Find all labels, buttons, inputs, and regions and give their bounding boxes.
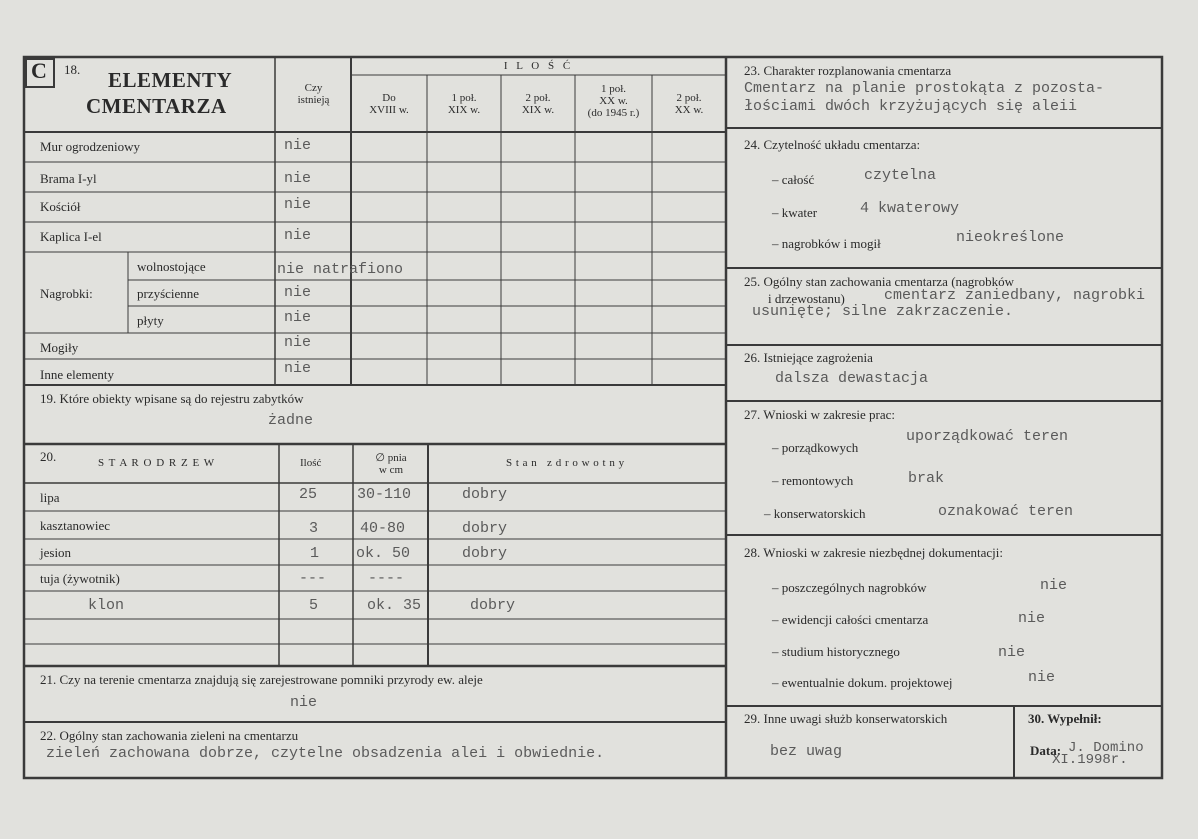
sec21-label: 21. Czy na terenie cmentarza znajdują się zarejestrowane pomniki przyrody ew. aleje: [40, 672, 483, 687]
sec28-item-1-label: – ewidencji całości cmentarza: [772, 612, 929, 627]
sec28-item-0-value: nie: [1040, 577, 1068, 594]
czy-istnieja-header: [276, 82, 351, 106]
sec30-label: 30. Wypełnił:: [1028, 711, 1102, 726]
row-label-brama: Brama I-yl: [40, 171, 97, 186]
sec29-label: 29. Inne uwagi służb konserwatorskich: [744, 711, 948, 726]
sec21-value: nie: [290, 694, 318, 711]
sec24-item-1-value: 4 kwaterowy: [860, 200, 960, 217]
sec30-name: J. Domino: [1068, 740, 1144, 756]
tree-count-4: 5: [309, 597, 319, 614]
sec25-value1: cmentarz zaniedbany, nagrobki: [884, 287, 1146, 304]
tree-diam-1: 40-80: [360, 520, 406, 537]
period-3-l1: 1 poł.: [600, 83, 627, 95]
sec28-label: 28. Wnioski w zakresie niezbędnej dokumentacji:: [744, 545, 1003, 560]
tree-count-0: 25: [299, 486, 318, 503]
sec20-header-diam-l1: ∅ pnia: [375, 452, 407, 464]
sec27-item-0-label: – porządkowych: [772, 440, 859, 455]
tree-state-2: dobry: [462, 545, 508, 562]
sec26-value: dalsza dewastacja: [775, 370, 929, 387]
row-label-przyscienne: przyścienne: [137, 286, 200, 301]
sec25-value2: usunięte; silne zakrzaczenie.: [752, 303, 1014, 320]
row-label-inne: Inne elementy: [40, 367, 114, 382]
row-label-wolnostojace: wolnostojące: [137, 259, 206, 274]
sec20-header-diam: [354, 452, 428, 476]
period-header-4: [652, 92, 726, 116]
tree-name-3: tuja (żywotnik): [40, 571, 120, 586]
czy-header-l1: Czy: [304, 82, 323, 94]
period-header-0: [351, 92, 427, 116]
period-0-l1: Do: [382, 92, 396, 104]
row-value-inne: nie: [284, 360, 312, 377]
period-2-l1: 2 poł.: [525, 92, 551, 104]
sec27-item-0-value: uporządkować teren: [906, 428, 1069, 445]
tree-name-1: kasztanowiec: [40, 518, 111, 533]
row-value-kaplica: nie: [284, 227, 312, 244]
sec19-value: żadne: [268, 412, 314, 429]
sec28-item-1-value: nie: [1018, 610, 1046, 627]
period-4-l2: XX w.: [674, 104, 704, 116]
tree-state-1: dobry: [462, 520, 508, 537]
sec27-item-2-value: oznakować teren: [938, 503, 1074, 520]
period-1-l2: XIX w.: [447, 104, 481, 116]
period-0-l2: XVIII w.: [369, 104, 409, 116]
row-label-nagrobki: Nagrobki:: [40, 286, 93, 301]
sec24-item-0-value: czytelna: [864, 167, 937, 184]
sec24-item-2-value: nieokreślone: [956, 229, 1065, 246]
tree-diam-3: ----: [368, 570, 405, 587]
row-value-wolnostojace: nie natrafiono: [277, 261, 404, 278]
sec19-label: 19. Które obiekty wpisane są do rejestru zabytków: [40, 391, 304, 406]
sec24-item-1-label: – kwater: [772, 205, 818, 220]
sec20-number: 20.: [40, 449, 57, 464]
row-value-brama: nie: [284, 170, 312, 187]
period-header-2: [501, 92, 575, 116]
sec28-item-2-label: – studium historycznego: [772, 644, 900, 659]
sec30-date: XI.1998r.: [1052, 752, 1128, 768]
tree-diam-4: ok. 35: [367, 597, 422, 614]
sec23-label: 23. Charakter rozplanowania cmentarza: [744, 63, 952, 78]
tree-diam-0: 30-110: [357, 486, 412, 503]
tree-diam-2: ok. 50: [356, 545, 411, 562]
row-label-plyty: płyty: [137, 313, 164, 328]
sec28-item-2-value: nie: [998, 644, 1026, 661]
sec20-header-diam-l2: w cm: [378, 464, 404, 476]
sec26-label: 26. Istniejące zagrożenia: [744, 350, 873, 365]
period-3-l2: XX w.: [599, 95, 628, 107]
period-header-3: [575, 83, 652, 119]
sec18-number: 18.: [64, 62, 81, 77]
row-value-mogily: nie: [284, 334, 312, 351]
sec22-label: 22. Ogólny stan zachowania zieleni na cmentarzu: [40, 728, 299, 743]
tree-state-0: dobry: [462, 486, 508, 503]
row-value-przyscienne: nie: [284, 284, 312, 301]
row-value-mur: nie: [284, 137, 312, 154]
tree-count-1: 3: [309, 520, 319, 537]
sec23-line1: Cmentarz na planie prostokąta z pozosta-: [744, 80, 1105, 97]
period-3-l3: (do 1945 r.): [587, 107, 640, 119]
sec25-label1: 25. Ogólny stan zachowania cmentarza (nagrobków: [744, 274, 1015, 289]
tree-name-0: lipa: [40, 490, 60, 505]
tree-name-2: jesion: [40, 545, 72, 560]
czy-header-l2: istnieją: [297, 94, 330, 106]
sec23-line2: łościami dwóch krzyżujących się aleii: [744, 98, 1078, 115]
sec24-item-0-label: – całość: [772, 172, 815, 187]
sec27-label: 27. Wnioski w zakresie prac:: [744, 407, 896, 422]
sec25-label2: i drzewostanu): [768, 291, 845, 306]
sec27-item-1-label: – remontowych: [772, 473, 854, 488]
sec20-header-count: Ilość: [300, 457, 322, 469]
row-label-mur: Mur ogrodzeniowy: [40, 139, 141, 154]
sec29-value: bez uwag: [770, 743, 843, 760]
row-value-plyty: nie: [284, 309, 312, 326]
sec20-header-name: S T A R O D R Z E W: [98, 457, 216, 469]
tree-count-3: ---: [299, 570, 327, 587]
sec30-data-label: Data:: [1030, 743, 1062, 758]
period-header-1: [427, 92, 501, 116]
sec28-item-3-label: – ewentualnie dokum. projektowej: [772, 675, 953, 690]
sec18-title-line2: CMENTARZA: [86, 94, 227, 118]
sec22-value: zieleń zachowana dobrze, czytelne obsadzenia alei i obwiednie.: [46, 745, 605, 762]
card-letter: C: [31, 58, 47, 83]
period-4-l1: 2 poł.: [676, 92, 702, 104]
row-label-mogily: Mogiły: [40, 340, 79, 355]
sec28-item-0-label: – poszczególnych nagrobków: [772, 580, 927, 595]
row-label-kosciol: Kościół: [40, 199, 81, 214]
sec27-item-1-value: brak: [908, 470, 945, 487]
sec24-item-2-label: – nagrobków i mogił: [772, 236, 881, 251]
sec27-item-2-label: – konserwatorskich: [764, 506, 866, 521]
sec28-item-3-value: nie: [1028, 669, 1056, 686]
sec20-header-state: S t a n z d r o w o t n y: [506, 457, 625, 469]
row-label-kaplica: Kaplica I-el: [40, 229, 102, 244]
tree-state-4: dobry: [470, 597, 516, 614]
ilosc-header: I L O Ś Ć: [503, 60, 574, 72]
period-1-l1: 1 poł.: [451, 92, 477, 104]
sec24-label: 24. Czytelność układu cmentarza:: [744, 137, 921, 152]
tree-name-4: klon: [88, 597, 125, 614]
row-value-kosciol: nie: [284, 196, 312, 213]
sec18-title-line1: ELEMENTY: [108, 68, 233, 92]
tree-count-2: 1: [310, 545, 320, 562]
period-2-l2: XIX w.: [521, 104, 555, 116]
